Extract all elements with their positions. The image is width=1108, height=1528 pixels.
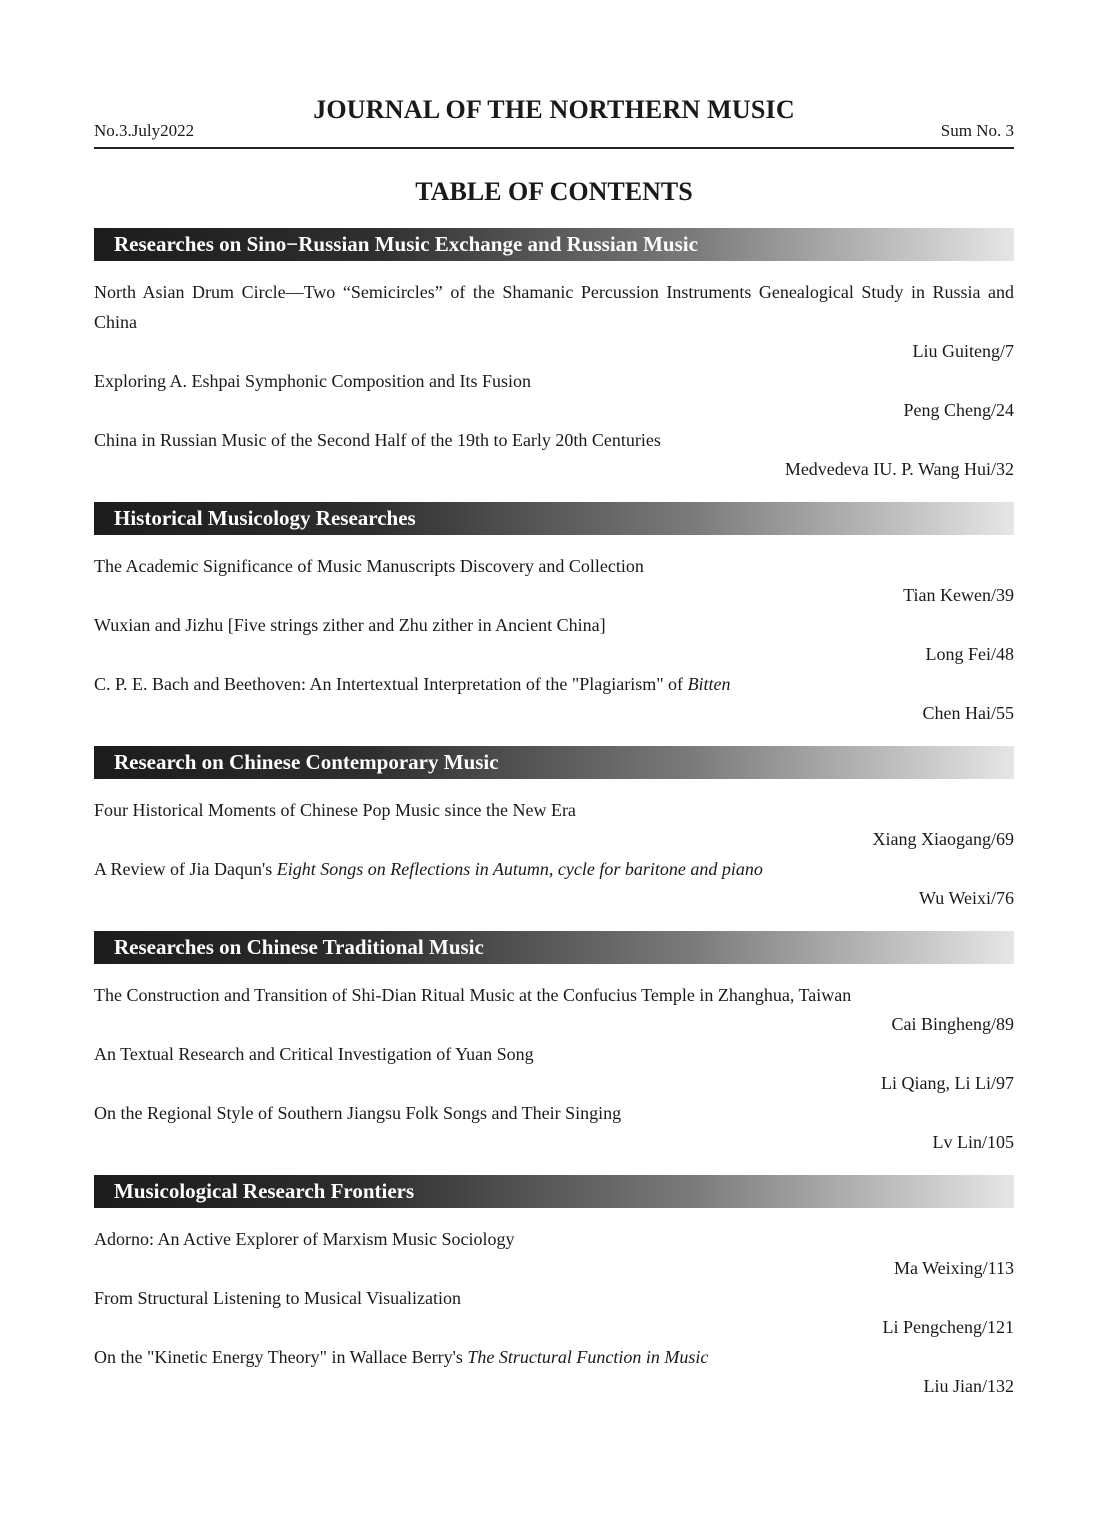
- toc-title: TABLE OF CONTENTS: [415, 177, 693, 206]
- article-title-part: Wuxian and Jizhu [Five strings zither and Zhu zither in Ancient China]: [94, 614, 606, 635]
- article-title-part: From Structural Listening to Musical Visualization: [94, 1287, 462, 1308]
- toc-entry: [94, 278, 1014, 367]
- article-title: [94, 426, 1014, 456]
- article-list: [94, 261, 1014, 502]
- article-title-part: Four Historical Moments of Chinese Pop Music since the New Era: [94, 799, 576, 820]
- article-author-page: Xiang Xiaogang/69: [872, 829, 1014, 849]
- article-title: [94, 1040, 1014, 1070]
- article-title-part: A Review of Jia Daqun's: [94, 858, 277, 879]
- issue-number: No.3.July2022: [94, 121, 195, 140]
- toc-entry: [94, 670, 1014, 729]
- article-title-italic-part: Bitten: [687, 673, 731, 694]
- article-author-page: Chen Hai/55: [922, 703, 1014, 723]
- article-author-page: Medvedeva IU. P. Wang Hui/32: [784, 459, 1014, 479]
- toc-entry: [94, 855, 1014, 914]
- section-heading: Musicological Research Frontiers: [94, 1175, 1014, 1208]
- toc-entry: [94, 367, 1014, 426]
- toc-entry: [94, 796, 1014, 855]
- article-title-part: On the Regional Style of Southern Jiangsu Folk Songs and Their Singing: [94, 1102, 622, 1123]
- article-title-part: Adorno: An Active Explorer of Marxism Music Sociology: [94, 1228, 515, 1249]
- article-list: [94, 1208, 1014, 1419]
- toc-entry: [94, 981, 1014, 1040]
- article-list: [94, 779, 1014, 931]
- article-title-part: North Asian Drum Circle—Two “Semicircles” of the Shamanic Percussion Instruments Genealogical Study in Russia and China: [94, 282, 1014, 332]
- article-title: [94, 1225, 1014, 1255]
- article-title-part: On the "Kinetic Energy Theory" in Wallace Berry's: [94, 1346, 468, 1367]
- article-author-page: Li Pengcheng/121: [882, 1317, 1014, 1337]
- article-author-page: Cai Bingheng/89: [891, 1014, 1014, 1034]
- article-author-page: Li Qiang, Li Li/97: [881, 1073, 1014, 1093]
- article-title-part: The Construction and Transition of Shi-Dian Ritual Music at the Confucius Temple in Zhanghua, Taiwan: [94, 984, 852, 1005]
- article-author-page: Ma Weixing/113: [893, 1258, 1014, 1278]
- article-title-part: Exploring A. Eshpai Symphonic Composition and Its Fusion: [94, 370, 532, 391]
- toc-entry: [94, 1040, 1014, 1099]
- toc-entry: [94, 552, 1014, 611]
- article-title-part: An Textual Research and Critical Investigation of Yuan Song: [94, 1043, 534, 1064]
- header-divider: [94, 147, 1014, 149]
- article-author-page: Long Fei/48: [925, 644, 1014, 664]
- article-title: [94, 796, 1014, 826]
- article-title: [94, 1284, 1014, 1314]
- toc-entry: [94, 611, 1014, 670]
- article-title: [94, 552, 1014, 582]
- toc-entry: [94, 1284, 1014, 1343]
- article-title: [94, 855, 1014, 885]
- article-title: [94, 981, 1014, 1011]
- page-header: [94, 0, 1014, 150]
- article-title: [94, 278, 1014, 337]
- section-heading: Research on Chinese Contemporary Music: [94, 746, 1014, 779]
- toc-entry: [94, 426, 1014, 485]
- journal-page: [94, 0, 1014, 1396]
- article-title: [94, 611, 1014, 641]
- section-heading: Researches on Sino−Russian Music Exchange and Russian Music: [94, 228, 1014, 261]
- article-list: [94, 535, 1014, 746]
- article-title-part: China in Russian Music of the Second Half of the 19th to Early 20th Centuries: [94, 429, 661, 450]
- article-author-page: Liu Jian/132: [923, 1376, 1014, 1396]
- article-author-page: Lv Lin/105: [932, 1132, 1014, 1152]
- toc-entry: [94, 1099, 1014, 1158]
- article-title-italic-part: The Structural Function in Music: [467, 1346, 709, 1367]
- toc-entry: [94, 1343, 1014, 1402]
- article-title-part: The Academic Significance of Music Manuscripts Discovery and Collection: [94, 555, 644, 576]
- section-heading: Historical Musicology Researches: [94, 502, 1014, 535]
- article-title: [94, 1343, 1014, 1373]
- article-title: [94, 670, 1014, 700]
- toc-sections: [94, 228, 1014, 1419]
- article-title-italic-part: Eight Songs on Reflections in Autumn, cycle for baritone and piano: [276, 858, 763, 879]
- article-list: [94, 964, 1014, 1175]
- article-author-page: Tian Kewen/39: [903, 585, 1014, 605]
- article-author-page: Liu Guiteng/7: [912, 341, 1014, 361]
- sum-number: Sum No. 3: [940, 121, 1014, 140]
- article-title: [94, 1099, 1014, 1129]
- article-author-page: Wu Weixi/76: [919, 888, 1014, 908]
- article-title-part: C. P. E. Bach and Beethoven: An Intertextual Interpretation of the "Plagiarism" of: [94, 673, 688, 694]
- journal-title: JOURNAL OF THE NORTHERN MUSIC: [313, 95, 795, 124]
- article-title: [94, 367, 1014, 397]
- section-heading: Researches on Chinese Traditional Music: [94, 931, 1014, 964]
- article-author-page: Peng Cheng/24: [903, 400, 1014, 420]
- toc-entry: [94, 1225, 1014, 1284]
